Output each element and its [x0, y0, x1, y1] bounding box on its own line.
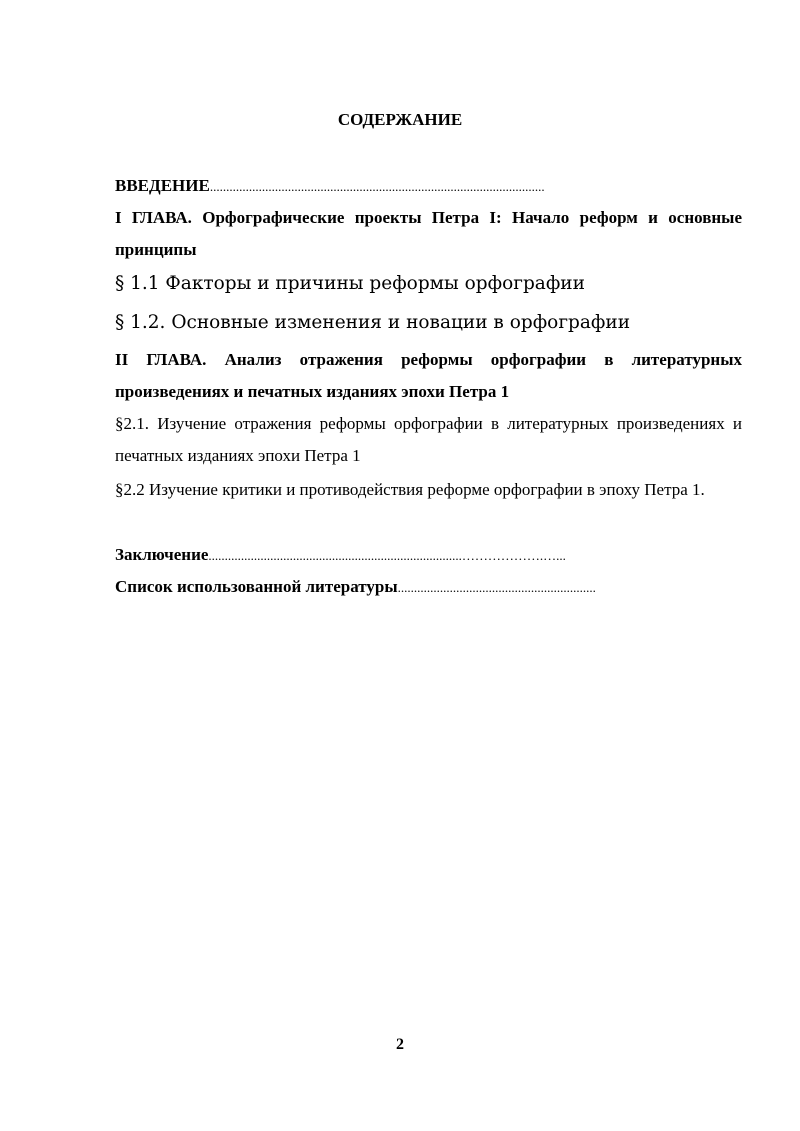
toc-entry-label: Список использованной литературы — [115, 577, 398, 596]
page-number: 2 — [396, 1036, 404, 1053]
toc-entry-conclusion[interactable] — [115, 539, 742, 572]
toc-entry-section-2-2[interactable]: §2.2 Изучение критики и противодействия реформе орфографии в эпоху Петра 1. — [115, 480, 705, 499]
toc-entry-section-1-2[interactable]: § 1.2. Основные изменения и новации в орфографии — [115, 312, 631, 333]
toc-entry-intro[interactable] — [115, 170, 742, 203]
toc-entry-references[interactable] — [115, 571, 742, 604]
toc-entry-chapter-2[interactable]: II ГЛАВА. Анализ отражения реформы орфографии в литературных произведениях и печатных изданиях эпохи Петра 1 — [115, 350, 742, 401]
toc-leader: ..............................................................................……………….…... — [208, 548, 566, 563]
toc-entry-label: Заключение — [115, 545, 209, 564]
toc-entry-chapter-1[interactable]: I ГЛАВА. Орфографические проекты Петра I: Начало реформ и основные принципы — [115, 208, 742, 259]
toc-leader: ....................................................................................................... — [209, 179, 545, 194]
toc-entry-section-1-1[interactable]: § 1.1 Факторы и причины реформы орфографии — [115, 273, 585, 294]
page-title: СОДЕРЖАНИЕ — [337, 110, 463, 129]
toc-leader: ............................................................. — [397, 580, 596, 595]
toc-entry-label: ВВЕДЕНИЕ — [115, 176, 210, 195]
toc-entry-section-2-1[interactable]: §2.1. Изучение отражения реформы орфографии в литературных произведениях и печатных изданиях эпохи Петра 1 — [115, 414, 742, 465]
